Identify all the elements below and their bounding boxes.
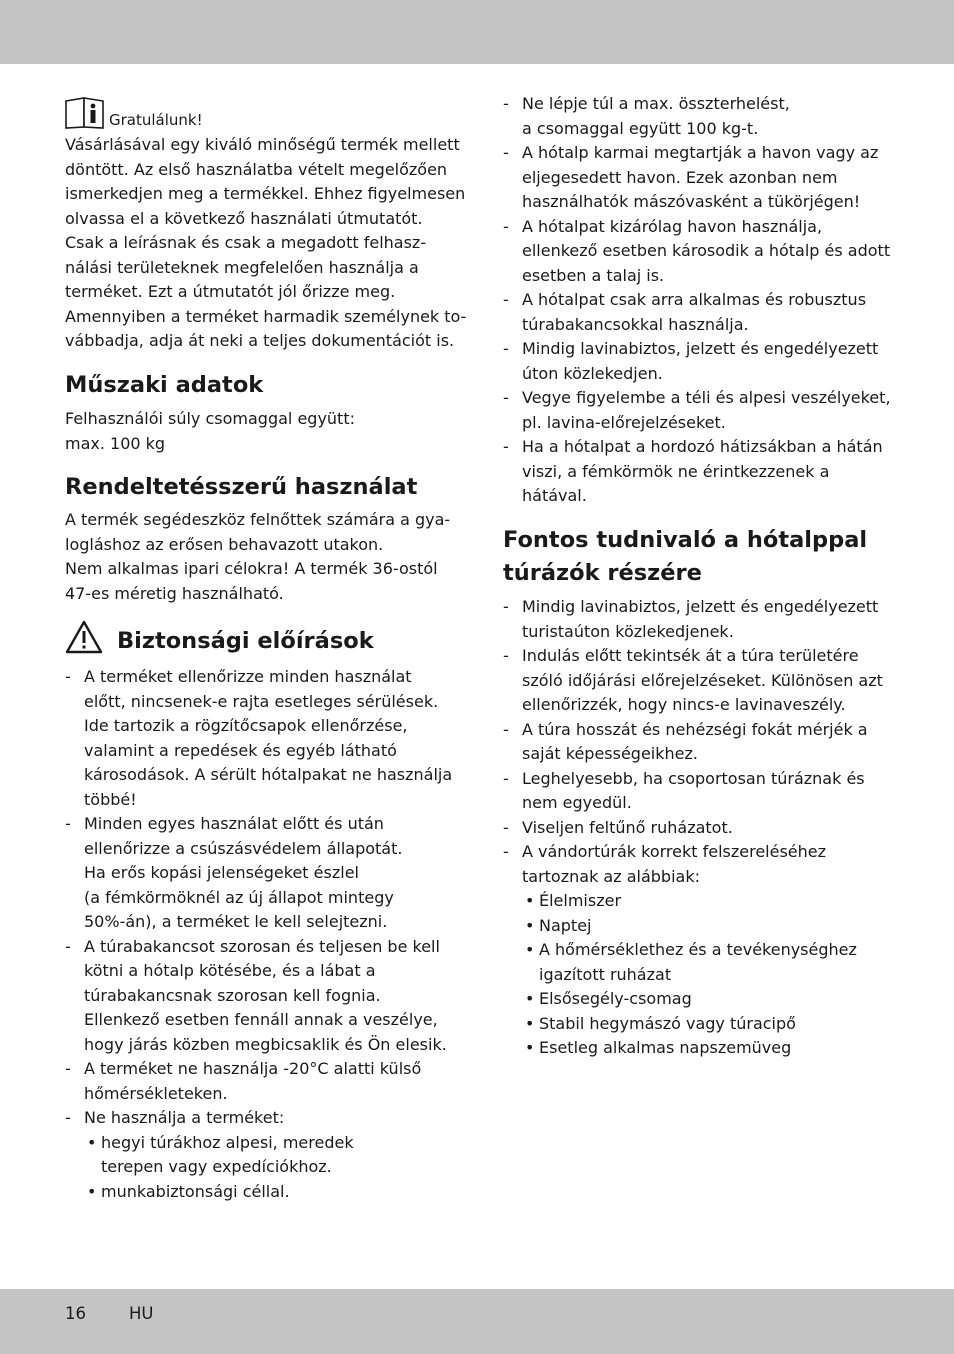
text-line: használhatók mászóvasként a tükörjégen! <box>522 192 861 211</box>
text-line: terepen vagy expedíciókhoz. <box>101 1157 332 1176</box>
text-line: eljegesedett havon. Ezek azonban nem <box>522 167 838 187</box>
dash-marker: - <box>65 667 71 686</box>
list-item <box>503 288 903 337</box>
text-line: döntött. Az első használatba vételt megelőzően <box>65 159 448 179</box>
bullet-marker: • <box>87 1132 97 1152</box>
bullet-item <box>522 987 903 1012</box>
text-line: ellenőrizze a csúszásvédelem állapotát. <box>84 838 403 858</box>
text-line: többé! <box>84 789 137 809</box>
footer-bar <box>0 1289 954 1354</box>
text-line: logláshoz az erősen behavazott utakon. <box>65 534 384 554</box>
text-line: hegyi túrákhoz alpesi, meredek <box>101 1132 354 1152</box>
list-item <box>65 665 465 812</box>
text-line: nem egyedül. <box>522 793 632 812</box>
list-item <box>503 816 903 841</box>
text-line: Ha erős kopási jelenségeket észlel <box>84 863 359 882</box>
list-item <box>65 1106 465 1204</box>
page-number: 16 <box>65 1304 86 1323</box>
text-line: úton közlekedjen. <box>522 363 663 383</box>
top-bar <box>0 0 954 64</box>
text-line: viszi, a fémkörmök ne érintkezzenek a <box>522 461 830 481</box>
dash-marker: - <box>503 94 509 113</box>
usage-text <box>65 508 450 606</box>
text-line: saját képességeikhez. <box>522 744 698 763</box>
text-line: Vegye figyelembe a téli és alpesi veszélyeket, <box>522 388 891 407</box>
list-item <box>503 386 903 435</box>
intro-text <box>65 133 466 354</box>
text-line: kötni a hótalp kötésébe, és a lábat a <box>84 961 376 980</box>
text-line: Mindig lavinabiztos, jelzett és engedélyezett <box>522 597 879 616</box>
dash-marker: - <box>503 719 509 739</box>
text-line: terméket. Ezt a útmutatót jól őrizze meg. <box>65 282 396 301</box>
intro-heading-row <box>65 97 203 133</box>
text-line: Leghelyesebb, ha csoportosan túráznak és <box>522 768 865 788</box>
language-code: HU <box>129 1304 154 1323</box>
hikers-heading <box>503 524 867 590</box>
bullet-marker: • <box>525 1013 535 1033</box>
text-line: turistaúton közlekedjenek. <box>522 621 734 641</box>
text-line: A terméket ellenőrizze minden használat <box>84 667 412 686</box>
text-line: Ne használja a terméket: <box>84 1108 285 1127</box>
text-line: ellenőrizzék, hogy nincs-e lavinaveszély. <box>522 695 846 714</box>
text-line: A vándortúrák korrekt felszereléséhez <box>522 842 827 861</box>
text-line: Esetleg alkalmas napszemüveg <box>539 1038 792 1057</box>
text-line: A hőmérséklethez és a tevékenységhez <box>539 940 857 959</box>
text-line: 47-es méretig használható. <box>65 583 284 603</box>
text-line: Nem alkalmas ipari célokra! A termék 36-ostól <box>65 559 438 578</box>
safety-list <box>65 665 465 1204</box>
text-line: Amennyiben a terméket harmadik személynek to- <box>65 306 467 326</box>
text-line: A túrabakancsot szorosan és teljesen be kell <box>84 936 440 956</box>
dash-marker: - <box>65 1108 71 1127</box>
text-line: ismerkedjen meg a termékkel. Ehhez figyelmesen <box>65 184 466 203</box>
list-item <box>503 141 903 215</box>
text-line: A hótalpat kizárólag havon használja, <box>522 216 823 236</box>
dash-marker: - <box>503 216 509 236</box>
bullet-marker: • <box>525 891 535 910</box>
text-line: Viseljen feltűnő ruházatot. <box>522 817 733 837</box>
dash-marker: - <box>503 842 509 861</box>
intro-heading: Gratulálunk! <box>109 111 203 129</box>
dash-marker: - <box>503 437 509 456</box>
dash-marker: - <box>503 339 509 358</box>
safety-list-continued <box>503 92 903 509</box>
text-line: ellenkező esetben károsodik a hótalp és adott <box>522 241 891 260</box>
bullet-marker: • <box>525 989 535 1008</box>
text-line: hogy járás közben megbicsaklik és Ön elesik. <box>84 1034 447 1054</box>
text-line: Élelmiszer <box>539 891 622 910</box>
text-line: tartoznak az alábbiak: <box>522 866 700 886</box>
list-item <box>503 92 903 141</box>
list-item <box>503 435 903 509</box>
text-line: Naptej <box>539 915 592 935</box>
hikers-list <box>503 595 903 1061</box>
text-line: 50%-án), a terméket le kell selejtezni. <box>84 912 388 931</box>
dash-marker: - <box>503 597 509 616</box>
list-item <box>503 718 903 767</box>
bullet-marker: • <box>525 1038 535 1057</box>
text-line: Ide tartozik a rögzítőcsapok ellenőrzése, <box>84 716 408 735</box>
list-item <box>503 644 903 718</box>
tech-text <box>65 407 355 456</box>
text-line: Ha a hótalpat a hordozó hátizsákban a hátán <box>522 437 883 456</box>
list-item <box>503 215 903 289</box>
list-item <box>503 840 903 1061</box>
bullet-item <box>84 1131 465 1180</box>
dash-marker: - <box>503 817 509 837</box>
text-line: A terméket ne használja -20°C alatti külső <box>84 1059 422 1078</box>
text-line: nálási területeknek megfelelően használja a <box>65 257 419 277</box>
text-line: max. 100 kg <box>65 433 166 453</box>
heading-line: Fontos tudnivaló a hótalppal <box>503 527 868 553</box>
dash-marker: - <box>65 1059 71 1078</box>
text-line: munkabiztonsági céllal. <box>101 1181 290 1201</box>
dash-marker: - <box>503 143 509 162</box>
text-line: (a fémkörmöknél az új állapot mintegy <box>84 887 394 907</box>
text-line: hőmérsékleteken. <box>84 1083 228 1103</box>
usage-heading: Rendeltetésszerű használat <box>65 474 418 500</box>
bullet-item <box>522 889 903 914</box>
text-line: igazított ruházat <box>539 964 672 984</box>
dash-marker: - <box>503 290 509 309</box>
list-item <box>503 337 903 386</box>
text-line: Ellenkező esetben fennáll annak a veszélye, <box>84 1010 438 1029</box>
text-line: A termék segédeszköz felnőttek számára a gya- <box>65 510 451 529</box>
text-line: szóló időjárási előrejelzéseket. Különösen azt <box>522 670 883 690</box>
text-line: A túra hosszát és nehézségi fokát mérjék a <box>522 719 868 739</box>
text-line: Stabil hegymászó vagy túracipő <box>539 1013 796 1033</box>
dash-marker: - <box>503 388 509 407</box>
text-line: pl. lavina-előrejelzéseket. <box>522 412 726 432</box>
text-line: túrabakancsokkal használja. <box>522 314 749 334</box>
bullet-item <box>522 1036 903 1061</box>
text-line: olvassa el a következő használati útmutatót. <box>65 208 423 228</box>
dash-marker: - <box>65 936 71 956</box>
text-line: A hótalp karmai megtartják a havon vagy az <box>522 143 879 162</box>
bullet-item <box>522 1012 903 1037</box>
bullet-item <box>84 1180 465 1205</box>
text-line: hátával. <box>522 486 587 505</box>
text-line: a csomaggal együtt 100 kg-t. <box>522 118 759 138</box>
list-item <box>503 595 903 644</box>
text-line: előtt, nincsenek-e rajta esetleges sérülések. <box>84 691 439 711</box>
text-line: károsodások. A sérült hótalpakat ne használja <box>84 765 453 784</box>
text-line: túrabakancsnak szorosan kell fognia. <box>84 985 381 1005</box>
text-line: Felhasználói súly csomaggal együtt: <box>65 409 355 428</box>
text-line: Csak a leírásnak és csak a megadott felhasz- <box>65 233 427 252</box>
dash-marker: - <box>503 768 509 788</box>
list-item <box>503 767 903 816</box>
list-item <box>65 935 465 1058</box>
text-line: valamint a repedések és egyéb látható <box>84 740 397 760</box>
text-line: Elsősegély-csomag <box>539 989 692 1008</box>
bullet-item <box>522 938 903 987</box>
safety-heading: Biztonsági előírások <box>117 628 374 654</box>
text-line: A hótalpat csak arra alkalmas és robusztus <box>522 290 867 309</box>
text-line: Indulás előtt tekintsék át a túra területére <box>522 646 859 665</box>
dash-marker: - <box>503 646 509 665</box>
tech-heading: Műszaki adatok <box>65 372 264 398</box>
info-book-icon <box>65 97 105 129</box>
text-line: Ne lépje túl a max. összterhelést, <box>522 94 790 113</box>
text-line: esetben a talaj is. <box>522 265 665 285</box>
bullet-item <box>522 914 903 939</box>
list-item <box>65 812 465 935</box>
bullet-marker: • <box>525 940 535 959</box>
text-line: Vásárlásával egy kiváló minőségű termék mellett <box>65 135 460 154</box>
dash-marker: - <box>65 814 71 833</box>
bullet-marker: • <box>87 1181 97 1201</box>
list-item <box>65 1057 465 1106</box>
bullet-marker: • <box>525 915 535 935</box>
text-line: Mindig lavinabiztos, jelzett és engedélyezett <box>522 339 879 358</box>
text-line: Minden egyes használat előtt és után <box>84 814 384 833</box>
heading-line: túrázók részére <box>503 560 702 586</box>
warning-triangle-icon <box>65 620 103 654</box>
text-line: vábbadja, adja át neki a teljes dokumentációt is. <box>65 331 455 350</box>
